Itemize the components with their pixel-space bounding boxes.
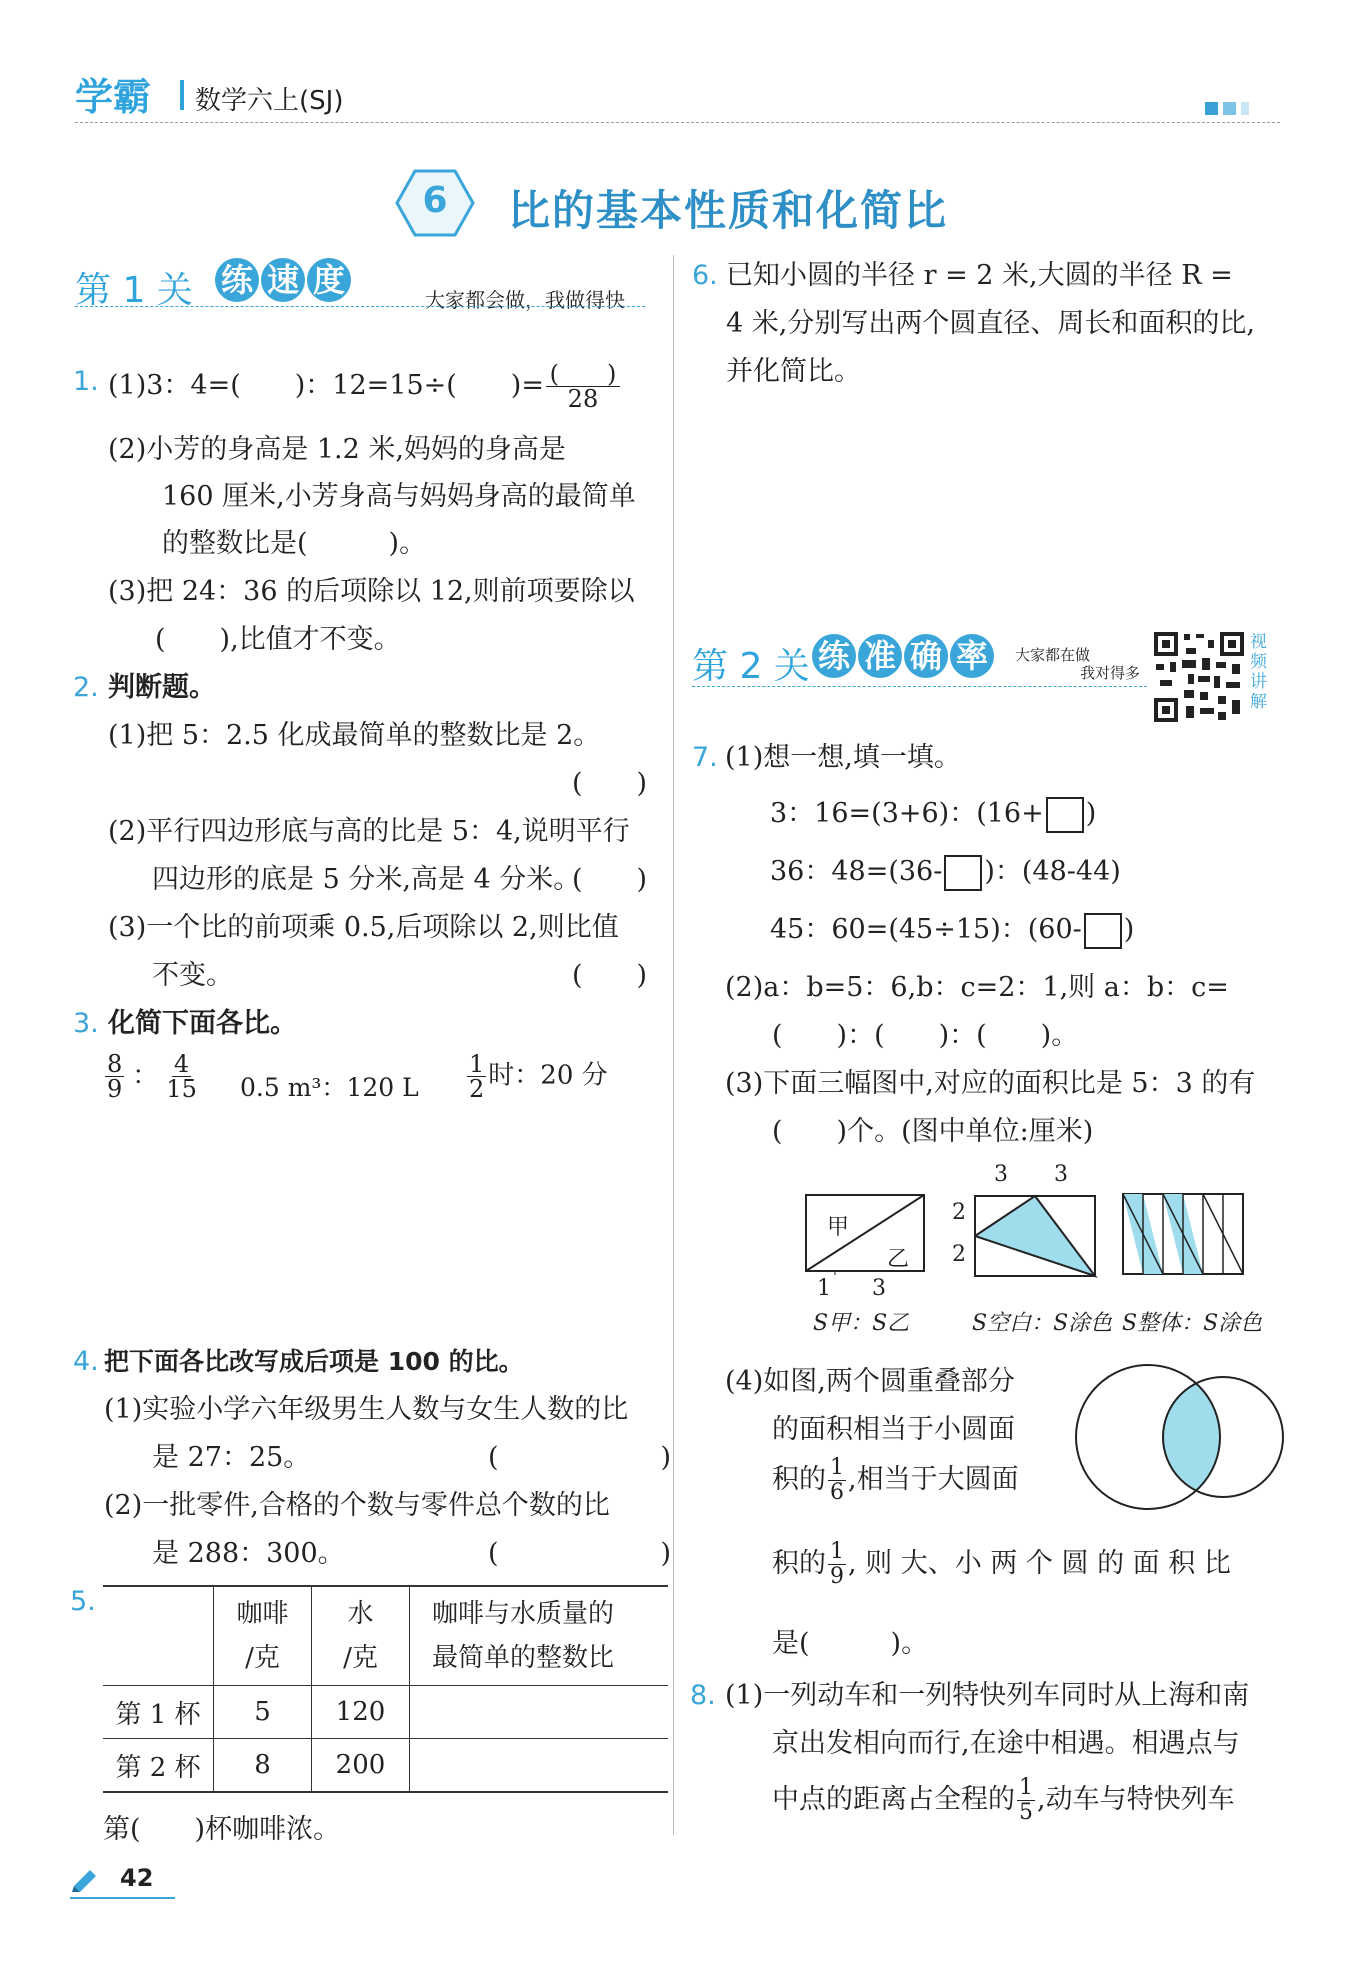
q4-title: 把下面各比改写成后项是 100 的比。 [104,1347,524,1376]
table-header-cell: 咖啡 /克 [214,1586,312,1686]
fig2-top1: 3 [994,1162,1008,1187]
q7-eq3: 45：60=(45÷15)：(60- ) [770,910,1134,950]
section2-rule [692,686,1147,687]
q6-line2: 4 米,分别写出两个圆直径、周长和面积的比, [726,308,1255,339]
brand-logo: 学霸 [75,75,152,119]
q1-part2c: 的整数比是( )。 [162,528,427,559]
qr-code-icon[interactable] [1152,630,1246,728]
q7-part3b: ( )个。(图中单位:厘米) [772,1116,1094,1147]
fig1-dim1: 1 [817,1276,831,1301]
answer-box[interactable] [944,855,982,891]
overlap-circles [1060,1362,1285,1516]
q7-number: 7. [692,742,718,773]
table-header-cell: 水 /克 [312,1586,410,1686]
q3-item-b: 0.5 m³：120 L [240,1073,419,1102]
section2-badge: 练 准 确 率 [812,634,994,678]
answer-box[interactable] [1084,913,1122,949]
q1-part1: (1)3：4=( )：12=15÷( )= $\frac{( )}{28}$ [108,362,622,411]
table-cell: 8 [214,1739,312,1793]
brand-divider [180,80,184,110]
q4-paren2: ( ) [488,1538,672,1569]
fig1-dim2: 3 [872,1276,886,1301]
q2-part1: (1)把 5：2.5 化成最简单的整数比是 2。 [108,720,601,751]
q1-part2b: 160 厘米,小芳身高与妈妈身高的最简单 [162,481,636,512]
q2-part2a: (2)平行四边形底与高的比是 5：4,说明平行 [108,816,630,847]
table-cell: 第 1 杯 [115,1699,201,1730]
figure-3 [1120,1190,1263,1340]
q8-line2: 京出发相向而行,在途中相遇。相遇点与 [772,1728,1240,1759]
figure-2 [950,1160,1113,1340]
lesson-title: 比的基本性质和化简比 [508,186,949,235]
q7-part2b: ( )：( )：( )。 [772,1020,1079,1051]
q7-eq1: 3：16=(3+6)：(16+ ) [770,794,1096,834]
fig1-yi: 乙 [887,1247,910,1272]
q5-after: 第( )杯咖啡浓。 [103,1814,341,1845]
q7-eq2: 36：48=(36- )：(48-44) [770,852,1121,892]
q6-number: 6. [692,260,718,291]
figure-1 [805,1190,930,1340]
header-rule [75,122,1280,123]
section2-title: 第 2 关 [692,646,810,687]
q2-paren1: ( ) [572,768,648,799]
fig1-label: S甲：S乙 [813,1311,910,1336]
q7-part4a: (4)如图,两个圆重叠部分 [725,1366,1015,1397]
q7-part4b: 的面积相当于小圆面 [772,1414,1015,1445]
q7-part1: (1)想一想,填一填。 [725,742,961,773]
q3-item-c: $\frac{1}{2}$ 时：20 分 [469,1050,608,1103]
q6-line1: 已知小圆的半径 r = 2 米,大圆的半径 R = [726,260,1233,291]
q3-title: 化简下面各比。 [108,1008,297,1039]
table-header-cell [103,1586,214,1686]
q8-number: 8. [690,1680,716,1711]
q2-part3a: (3)一个比的前项乘 0.5,后项除以 2,则比值 [108,912,619,943]
q5-number: 5. [70,1586,96,1617]
q4-paren1: ( ) [488,1442,672,1473]
q2-paren2: ( ) [572,864,648,895]
section2-slogan1: 大家都在做 [1015,646,1091,664]
header-squares [1205,100,1249,119]
table-header-cell: 咖啡与水质量的 最简单的整数比 [410,1586,669,1686]
q2-title: 判断题。 [108,672,216,703]
q4-number: 4. [73,1346,99,1377]
q4-part2a: (2)一批零件,合格的个数与零件总个数的比 [104,1490,610,1521]
fig2-label: S空白：S涂色 [972,1311,1113,1336]
section2-slogan2: 我对得多 [1080,664,1141,682]
table-cell[interactable] [410,1686,669,1739]
q3-item-a: $\frac{8}{9}$ ： $\frac{4}{15}$ [107,1050,197,1103]
table-cell: 5 [214,1686,312,1739]
table-row [103,1739,668,1793]
q6-line3: 并化简比。 [726,356,861,387]
table-cell: 200 [312,1739,410,1793]
section1-badge: 练 速 度 [215,258,351,302]
q3-number: 3. [73,1008,99,1039]
answer-box[interactable] [1046,797,1084,833]
video-label: 视频讲解 [1250,632,1267,712]
pencil-icon [70,1862,100,1896]
table-cell: 120 [312,1686,410,1739]
table-cell: 第 2 杯 [115,1752,201,1783]
q8-line1: (1)一列动车和一列特快列车同时从上海和南 [725,1680,1250,1711]
book-title: 数学六上(SJ) [195,86,344,116]
q2-part2b: 四边形的底是 5 分米,高是 4 分米。 [152,864,581,895]
column-divider [673,255,674,1835]
q1-number: 1. [73,366,99,397]
table-cell[interactable] [410,1739,669,1793]
q1-part2a: (2)小芳的身高是 1.2 米,妈妈的身高是 [108,434,566,465]
q7-part3a: (3)下面三幅图中,对应的面积比是 5：3 的有 [725,1068,1256,1099]
q4-part1a: (1)实验小学六年级男生人数与女生人数的比 [104,1394,629,1425]
q2-paren3: ( ) [572,960,648,991]
q7-part4e: 是( )。 [772,1628,929,1659]
q5-table [103,1585,668,1793]
q2-number: 2. [73,672,99,703]
fig3-label: S整体：S涂色 [1122,1311,1263,1336]
fig2-top2: 3 [1054,1162,1068,1187]
section1-title: 第 1 关 [75,270,193,311]
q2-part3b: 不变。 [152,960,233,991]
fig2-side2: 2 [952,1242,966,1267]
q1-part3b: ( ),比值才不变。 [155,624,401,655]
q7-part4c: 积的 $\frac{1}{6}$ ,相当于大圆面 [772,1455,1019,1505]
fig1-jia: 甲 [827,1215,850,1240]
table-header-row [103,1586,668,1686]
q4-part1b: 是 27：25。 [152,1442,311,1473]
q7-part2a: (2)a：b=5：6,b：c=2：1,则 a：b：c= [725,972,1229,1003]
table-row [103,1686,668,1739]
section1-rule [75,306,645,307]
section1-slogan: 大家都会做，我做得快 [425,288,625,312]
fig2-side1: 2 [952,1200,966,1225]
page-number: 42 [120,1864,154,1892]
q4-part2b: 是 288：300。 [152,1538,345,1569]
q1-part3a: (3)把 24：36 的后项除以 12,则前项要除以 [108,576,635,607]
q7-part4d: 积的 $\frac{1}{9}$ , 则 大、小 两 个 圆 的 面 积 比 [772,1539,1231,1589]
lesson-hexagon: 6 [395,168,475,238]
footer-rule [70,1897,175,1899]
q8-line3: 中点的距离占全程的 $\frac{1}{5}$ ,动车与特快列车 [772,1775,1235,1825]
